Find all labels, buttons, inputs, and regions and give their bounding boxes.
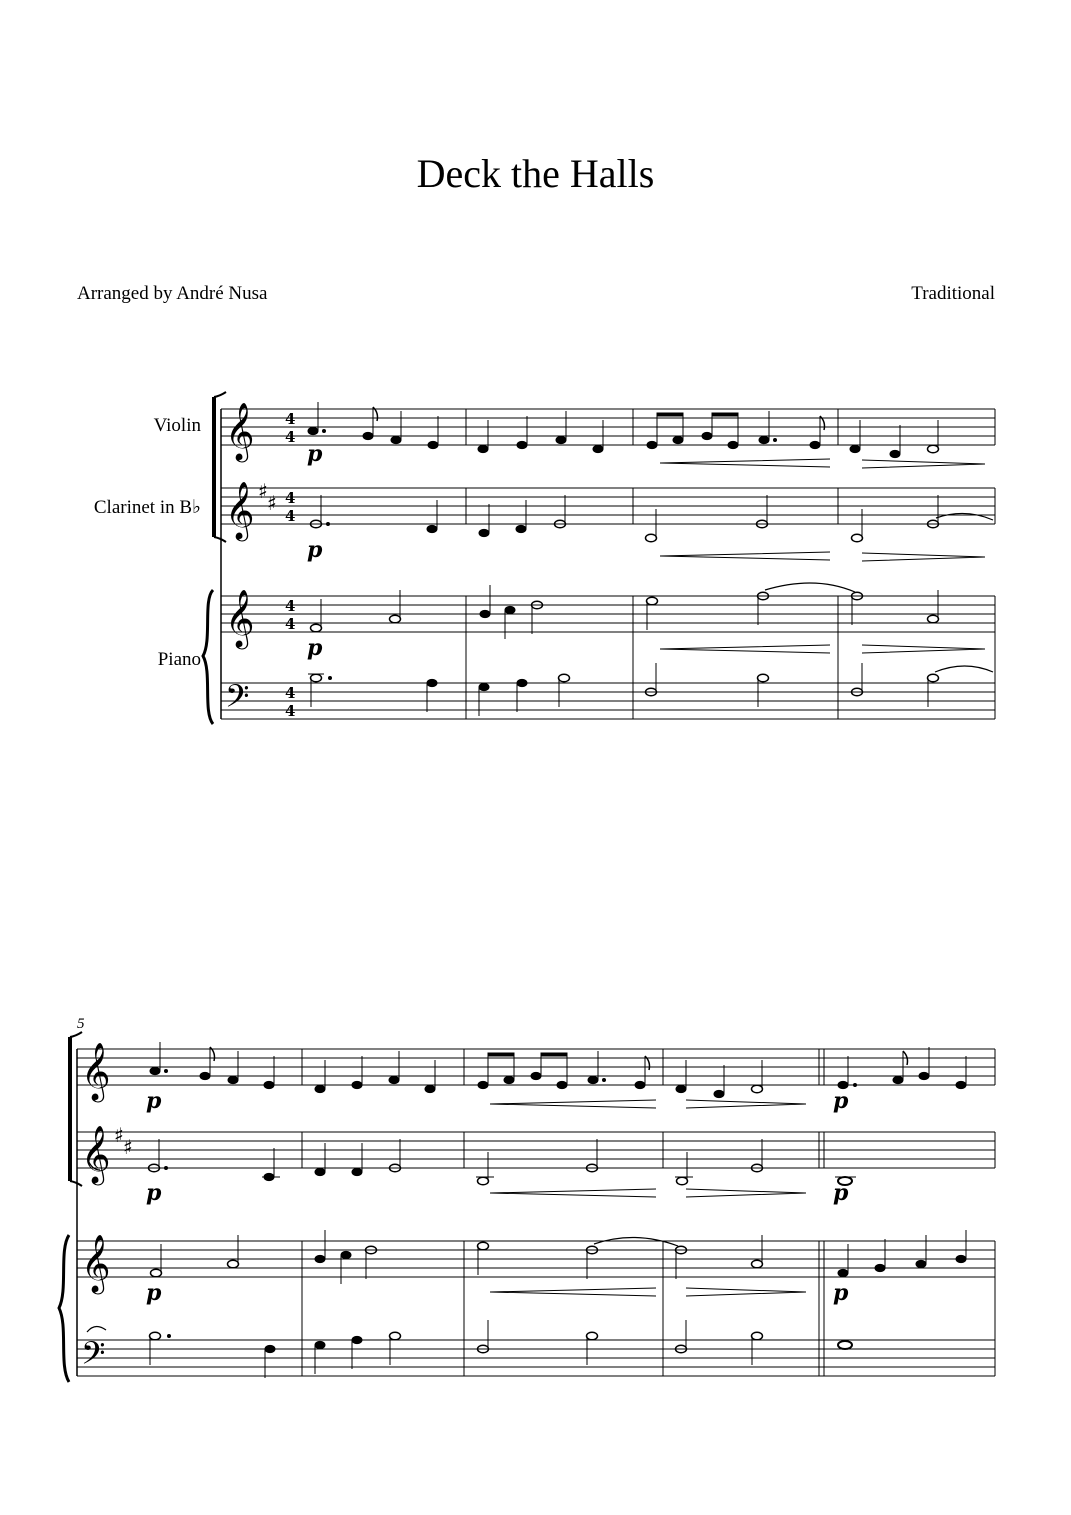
dynamic-marking: p [307, 441, 323, 467]
time-sig-denominator: 4 [285, 702, 296, 720]
measure-number: 5 [77, 1016, 85, 1032]
score-title: Deck the Halls [416, 151, 655, 196]
dynamic-marking: p [146, 1088, 162, 1114]
bass-clef-icon: 𝄢 [225, 678, 250, 722]
composer-credit: Traditional [911, 283, 995, 304]
treble-clef-icon: 𝄞 [225, 481, 255, 539]
staff-clarinet [221, 488, 995, 524]
treble-clef-icon: 𝄞 [225, 589, 255, 647]
dynamic-marking: p [833, 1280, 849, 1306]
time-sig-numerator: 4 [285, 410, 296, 428]
instrument-name-violin: Violin [153, 415, 201, 436]
arranger-credit: Arranged by André Nusa [77, 283, 268, 304]
piano-brace [203, 590, 213, 724]
dynamic-marking: p [833, 1088, 849, 1114]
staff-piano-treble [77, 1241, 995, 1277]
piano-brace [59, 1235, 69, 1382]
sharp-icon: ♯ [258, 479, 268, 503]
time-sig-numerator: 4 [285, 597, 296, 615]
staff-piano-bass [77, 1340, 995, 1376]
time-sig-denominator: 4 [285, 507, 296, 525]
treble-clef-icon: 𝄞 [81, 1125, 111, 1183]
staff-violin [221, 409, 995, 445]
staff-clarinet [77, 1132, 995, 1168]
sharp-icon: ♯ [123, 1135, 133, 1159]
dynamic-marking: p [833, 1180, 849, 1206]
time-sig-numerator: 4 [285, 489, 296, 507]
staff-piano-bass [221, 683, 995, 719]
notes-system-1 [308, 402, 993, 716]
treble-clef-icon: 𝄞 [225, 402, 255, 460]
sharp-icon: ♯ [267, 491, 277, 515]
dynamic-marking: p [146, 1280, 162, 1306]
instrument-name-clarinet: Clarinet in B♭ [93, 497, 201, 518]
treble-clef-icon: 𝄞 [81, 1234, 111, 1292]
dynamic-marking: p [307, 537, 323, 563]
dynamic-marking: p [307, 635, 323, 661]
time-sig-numerator: 4 [285, 684, 296, 702]
hairpins-system-2 [490, 1100, 806, 1296]
instrument-name-piano: Piano [157, 649, 201, 670]
time-sig-denominator: 4 [285, 615, 296, 633]
bass-clef-icon: 𝄢 [81, 1335, 106, 1379]
dynamic-marking: p [146, 1180, 162, 1206]
treble-clef-icon: 𝄞 [81, 1042, 111, 1100]
time-sig-denominator: 4 [285, 428, 296, 446]
sharp-icon: ♯ [114, 1123, 124, 1147]
staff-piano-treble [221, 596, 995, 632]
